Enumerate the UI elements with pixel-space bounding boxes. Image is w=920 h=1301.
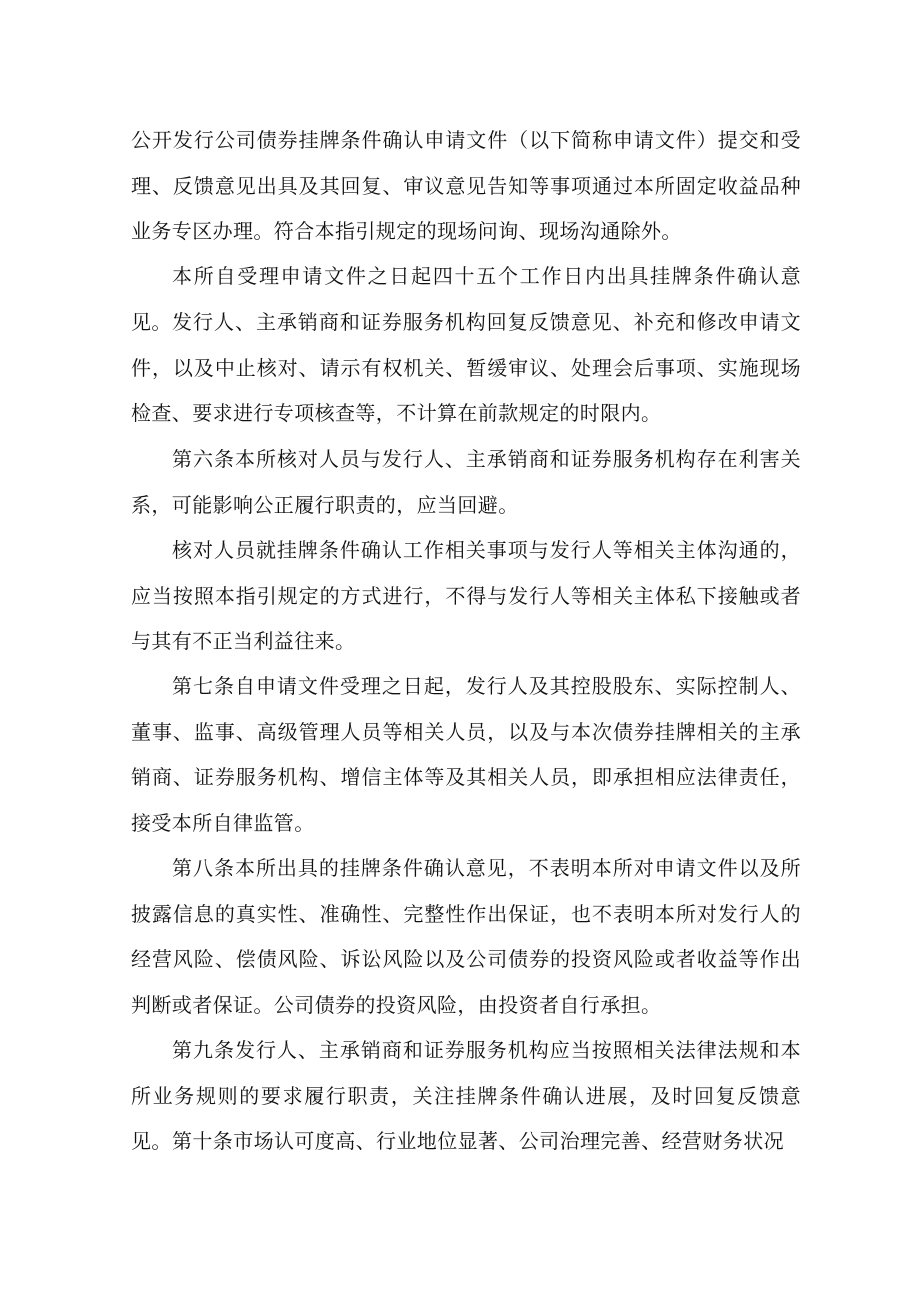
paragraph-article-6: 第六条本所核对人员与发行人、主承销商和证券服务机构存在利害关系，可能影响公正履行职责的，应当回避。	[131, 447, 801, 517]
paragraph-communication-rules: 核对人员就挂牌条件确认工作相关事项与发行人等相关主体沟通的，应当按照本指引规定的方式进行，不得与发行人等相关主体私下接触或者与其有不正当利益往来。	[131, 538, 801, 653]
paragraph-review-deadline: 本所自受理申请文件之日起四十五个工作日内出具挂牌条件确认意见。	[131, 264, 801, 334]
paragraph-article-8: 第八条本所出具的挂牌条件确认意见，不表明本所对申请文件以及所披露信息的真实性、准确性、完整性作出保证，也不表明本所对发行人的经营风险、偿债风险、诉讼风险以及公司债券的投资风险或者收益等作出判断或者保证。公司债券的投资风险，由投资者自行承担。	[131, 856, 801, 1017]
paragraph-excluded-periods: 发行人、主承销商和证券服务机构回复反馈意见、补充和修改申请文件，以及中止核对、请示有权机关、暂缓审议、处理会后事项、实施现场检查、要求进行专项核查等，不计算在前款规定的时限内。	[131, 310, 801, 425]
paragraph-article-10: 第十条市场认可度高、行业地位显著、公司治理完善、经营财务状况	[172, 1129, 784, 1153]
paragraph-article-9: 第九条发行人、主承销商和证券服务机构应当按照相关法律法规和本所业务规则的要求履行职责，关注挂牌条件确认进展，及时回复反馈意见。	[131, 1038, 801, 1153]
paragraph-article-7: 第七条自申请文件受理之日起，发行人及其控股股东、实际控制人、董事、监事、高级管理人员等相关人员，以及与本次债券挂牌相关的主承销商、证券服务机构、增信主体等及其相关人员，即承担相应法律责任，接受本所自律监管。	[131, 674, 801, 835]
paragraph-application-handling: 公开发行公司债券挂牌条件确认申请文件（以下简称申请文件）提交和受理、反馈意见出具及其回复、审议意见告知等事项通过本所固定收益品种业务专区办理。符合本指引规定的现场问询、现场沟通除外。	[131, 128, 801, 243]
